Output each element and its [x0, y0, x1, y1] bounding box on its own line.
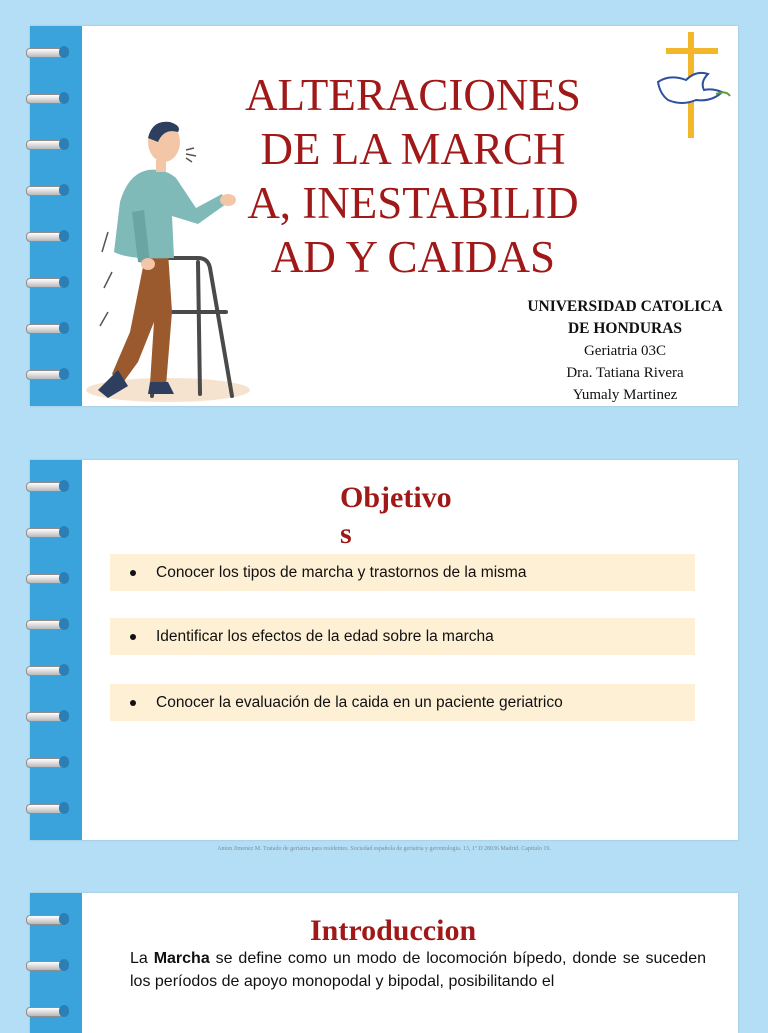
objective-item — [110, 618, 695, 655]
binder-ring-icon — [26, 48, 64, 58]
binder-ring-icon — [26, 712, 64, 722]
binder-ring-icon — [26, 482, 64, 492]
notebook-spine — [30, 26, 82, 406]
binder-ring-icon — [26, 232, 64, 242]
bullet-icon — [130, 570, 136, 576]
cross-dove-logo-icon — [656, 30, 736, 142]
binder-ring-icon — [26, 620, 64, 630]
binder-ring-icon — [26, 574, 64, 584]
binder-ring-icon — [26, 961, 64, 971]
binder-ring-icon — [26, 915, 64, 925]
presentation-title: ALTERACIONES DE LA MARCHA, INESTABILIDAD Y CAIDAS — [245, 70, 581, 282]
binder-ring-icon — [26, 186, 64, 196]
objective-text: Identificar los efectos de la edad sobre la marcha — [156, 628, 494, 645]
objective-text: Conocer la evaluación de la caida en un paciente geriatrico — [156, 694, 563, 711]
binder-ring-icon — [26, 528, 64, 538]
objectives-slide — [30, 460, 738, 840]
introduction-title: Introduccion — [310, 914, 477, 947]
notebook-spine — [30, 460, 82, 840]
objectives-title: Objetivos — [340, 481, 452, 550]
binder-ring-icon — [26, 1007, 64, 1017]
intro-text-rest: se define como un modo de locomoción bípedo, donde se suceden los períodos de apoyo monopodal y bipodal, posibilitando el — [130, 950, 707, 990]
university-name: UNIVERSIDAD CATOLICA — [527, 298, 723, 315]
binder-ring-icon — [26, 666, 64, 676]
binder-ring-icon — [26, 140, 64, 150]
binder-ring-icon — [26, 370, 64, 380]
objective-item — [110, 554, 695, 591]
title-slide — [30, 26, 738, 406]
student-name: Yumaly Martinez — [572, 387, 678, 403]
intro-text-start: La — [130, 950, 154, 967]
binder-ring-icon — [26, 758, 64, 768]
objective-text: Conocer los tipos de marcha y trastornos de la misma — [156, 564, 527, 581]
binder-ring-icon — [26, 804, 64, 814]
introduction-slide — [30, 893, 738, 1033]
author-info — [510, 296, 740, 406]
binder-ring-icon — [26, 94, 64, 104]
citation: Anton Jimenez M. Tratado de geriatria para residentes. Sociedad española de geriatria y gerontologia. 13, 1º D 28036 Madrid. Capitulo 19. — [217, 846, 551, 852]
notebook-spine — [30, 893, 82, 1033]
binder-ring-icon — [26, 278, 64, 288]
course-name: Geriatria 03C — [583, 343, 667, 359]
binder-ring-icon — [26, 324, 64, 334]
doctor-name: Dra. Tatiana Rivera — [566, 365, 684, 381]
bullet-icon — [130, 634, 136, 640]
introduction-paragraph — [130, 947, 706, 993]
intro-keyword: Marcha — [153, 950, 210, 967]
objective-item — [110, 684, 695, 721]
bullet-icon — [130, 700, 136, 706]
university-country: DE HONDURAS — [567, 320, 683, 337]
